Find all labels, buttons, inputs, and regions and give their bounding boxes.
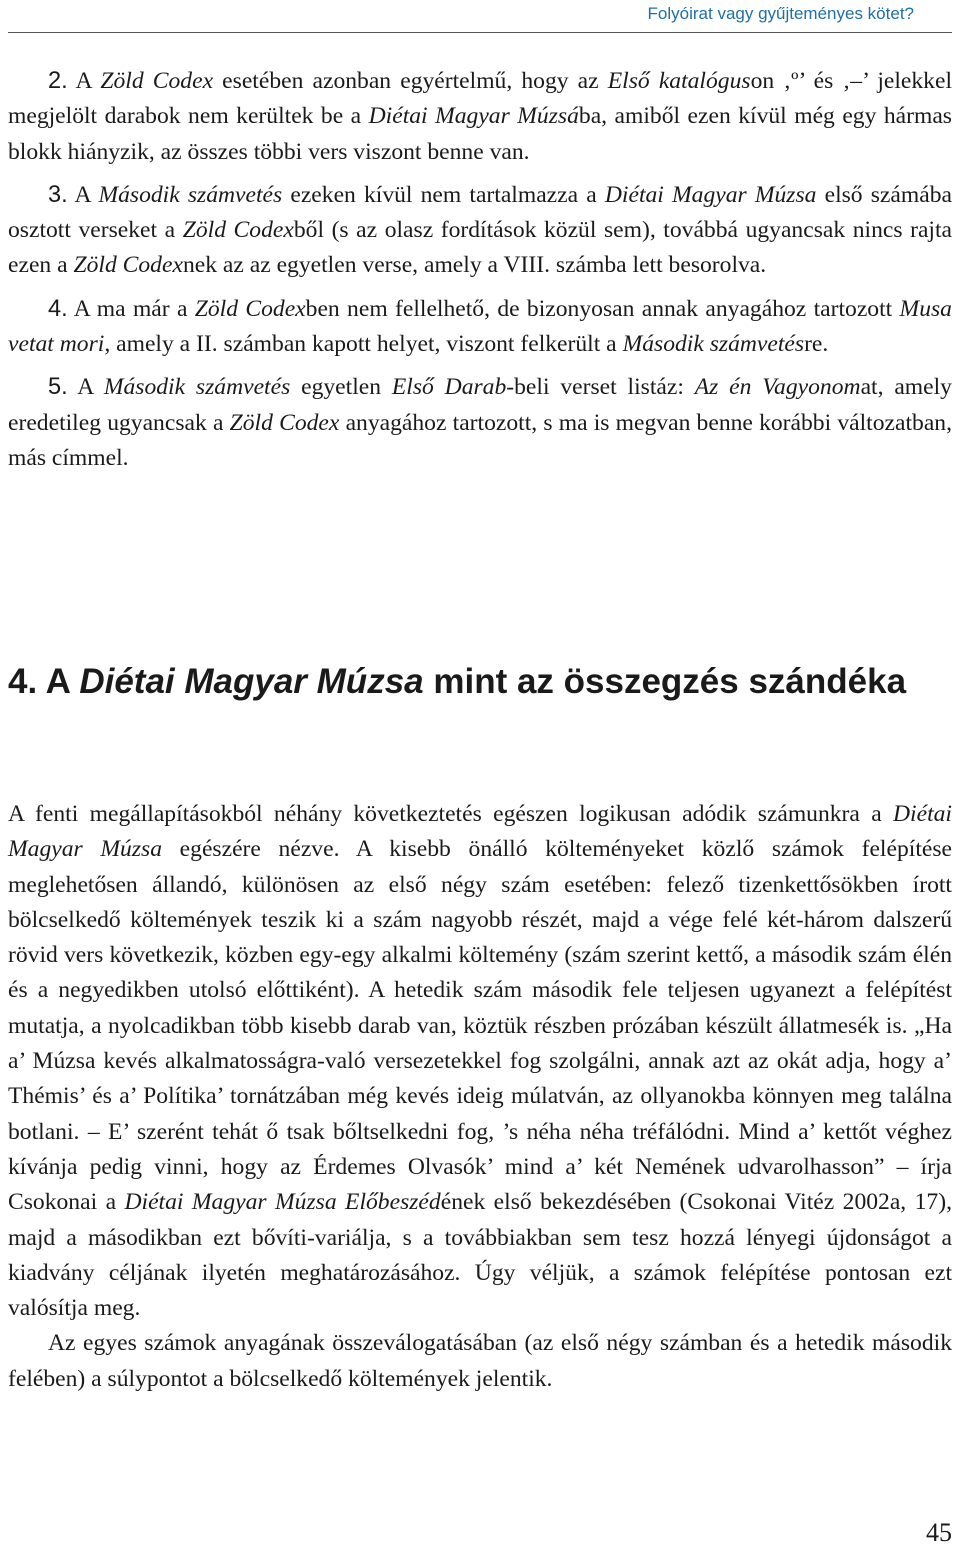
body-paragraph xyxy=(8,1326,952,1397)
text-run: egészére nézve. A kisebb önálló költeményeket közlő számok felépítése meglehetősen állandó, különösen az első négy szám esetében: felező tizenkettősökben írott bölcselkedő költemények teszik ki a szám nagyobb részét, majd a vége felé két-három dalszerű rövid vers következik, közben egy-egy alkalmi költemény (szám szerint kettő, a második szám élén és a negyedikben utolsó előttiként). A hetedik szám második fele teljesen ugyanezt a felépítést mutatja, a nyolcadikban több kisebb darab van, köztük részben prózában készült állatmesék is. „Ha a’ Múzsa kevés alkalmatosságra-való versezetekkel fog szolgálni, annak azt az okát adja, hogy a’ Thémis’ és a’ Polítika’ tornátzában még kevés ideig múlatván, az ollyanokba könnyen meg találna botlani. – E’ szerént tehát ő tsak bőltselkedni fog, ’s néha néha tréfálódni. Mind a’ kettőt véghez kívánja pedig vinni, hogy az Érdemes Olvasók’ mind a’ két Nemének udvarolhasson” – írja Csokonai a xyxy=(8,836,952,1216)
text-run: ének első bekezdésében (Csokonai Vitéz 2002a, 17), majd a másodikban ezt bővíti-variálja, s a továbbiakban sem tesz hozzá lényegi újdonságot a kiadvány céljának ilyetén meghatározásához. Úgy véljük, a számok felépítése pontosan ezt valósítja meg. xyxy=(8,1189,952,1322)
list-item xyxy=(8,292,952,363)
list-item xyxy=(8,370,952,476)
italic-title: Második számvetés xyxy=(98,181,283,208)
italic-title: Második számvetés xyxy=(622,331,805,358)
list-item-number: 3. xyxy=(48,181,68,208)
text-run: , amely a II. számban kapott helyet, viszont felkerült a xyxy=(104,331,623,358)
text-run: on ‚º’ és ‚–’ jelekkel megjelölt darabok nem kerültek be a xyxy=(8,68,952,130)
text-run: A xyxy=(77,374,104,401)
list-item-number: 4. xyxy=(48,295,68,322)
italic-title: Diétai Magyar Múzsa xyxy=(79,662,424,701)
text-run: A xyxy=(74,181,99,208)
italic-title: Az én Vagyonom xyxy=(694,374,861,401)
text-run: A fenti megállapításokból néhány következtetés egészen logikusan adódik számunkra a xyxy=(8,801,894,827)
italic-title: Zöld Codex xyxy=(194,295,306,322)
text-run: anyagához tartozott, s ma is megvan benne korábbi változatban, más címmel. xyxy=(8,409,952,471)
body-paragraph xyxy=(8,797,952,1326)
italic-title: Diétai Magyar Múzsa xyxy=(8,801,952,863)
text-run: -beli verset listáz: xyxy=(506,374,695,401)
italic-title: Diétai Magyar Múzsa xyxy=(604,181,817,208)
section-heading xyxy=(8,656,952,708)
body-text xyxy=(8,797,952,1397)
list-item xyxy=(8,178,952,284)
italic-title: Első Darab xyxy=(391,374,507,401)
text-run: A xyxy=(75,68,101,94)
page-number: 45 xyxy=(926,1518,952,1547)
italic-title: Zöld Codex xyxy=(100,68,214,94)
italic-title: Musa vetat mori xyxy=(8,295,952,358)
list-item xyxy=(8,64,952,170)
list-item-number: 2. xyxy=(48,68,68,94)
text-run: Az egyes számok anyagának összeválogatásában (az első négy számban és a hetedik második felében) a súlypontot a bölcselkedő költemények jelentik. xyxy=(8,1330,952,1392)
italic-title: Diétai Magyar Múzsá xyxy=(368,103,579,130)
text-run: ben nem fellelhető, de bizonyosan annak anyagához tartozott xyxy=(305,295,900,322)
italic-title: Második számvetés xyxy=(103,374,291,401)
text-run: ba, amiből ezen kívül még egy hármas blokk hiányzik, az összes többi vers viszont benne van. xyxy=(8,103,952,165)
numbered-list xyxy=(8,64,952,484)
list-item-number: 5. xyxy=(48,374,68,401)
italic-title: Zöld Codex xyxy=(229,409,340,436)
italic-title: Első katalógus xyxy=(607,68,751,94)
text-run: egyetlen xyxy=(290,374,392,401)
text-run: első számába osztott verseket a xyxy=(8,181,952,244)
text-run: at, amely eredetileg ugyancsak a xyxy=(8,374,952,436)
text-run: esetében azonban egyértelmű, hogy az xyxy=(213,68,608,94)
header-rule xyxy=(8,32,952,33)
italic-title: Zöld Codex xyxy=(182,217,294,244)
text-run: ezeken kívül nem tartalmazza a xyxy=(282,181,605,208)
section-number: 4. xyxy=(8,662,38,701)
text-run: A ma már a xyxy=(73,295,195,322)
italic-title: Diétai Magyar Múzsa Előbeszéd xyxy=(124,1189,441,1216)
text-run: A xyxy=(37,662,80,701)
text-run: mint az összegzés szándéka xyxy=(423,662,907,701)
text-run: ből (s az olasz fordítások közül sem), továbbá ugyancsak nincs rajta ezen a xyxy=(8,217,953,279)
italic-title: Zöld Codex xyxy=(73,252,183,279)
running-header: Folyóirat vagy gyűjteményes kötet? xyxy=(647,4,914,23)
text-run: re. xyxy=(804,331,829,358)
text-run: nek az az egyetlen verse, amely a VIII. számba lett besorolva. xyxy=(182,252,767,279)
